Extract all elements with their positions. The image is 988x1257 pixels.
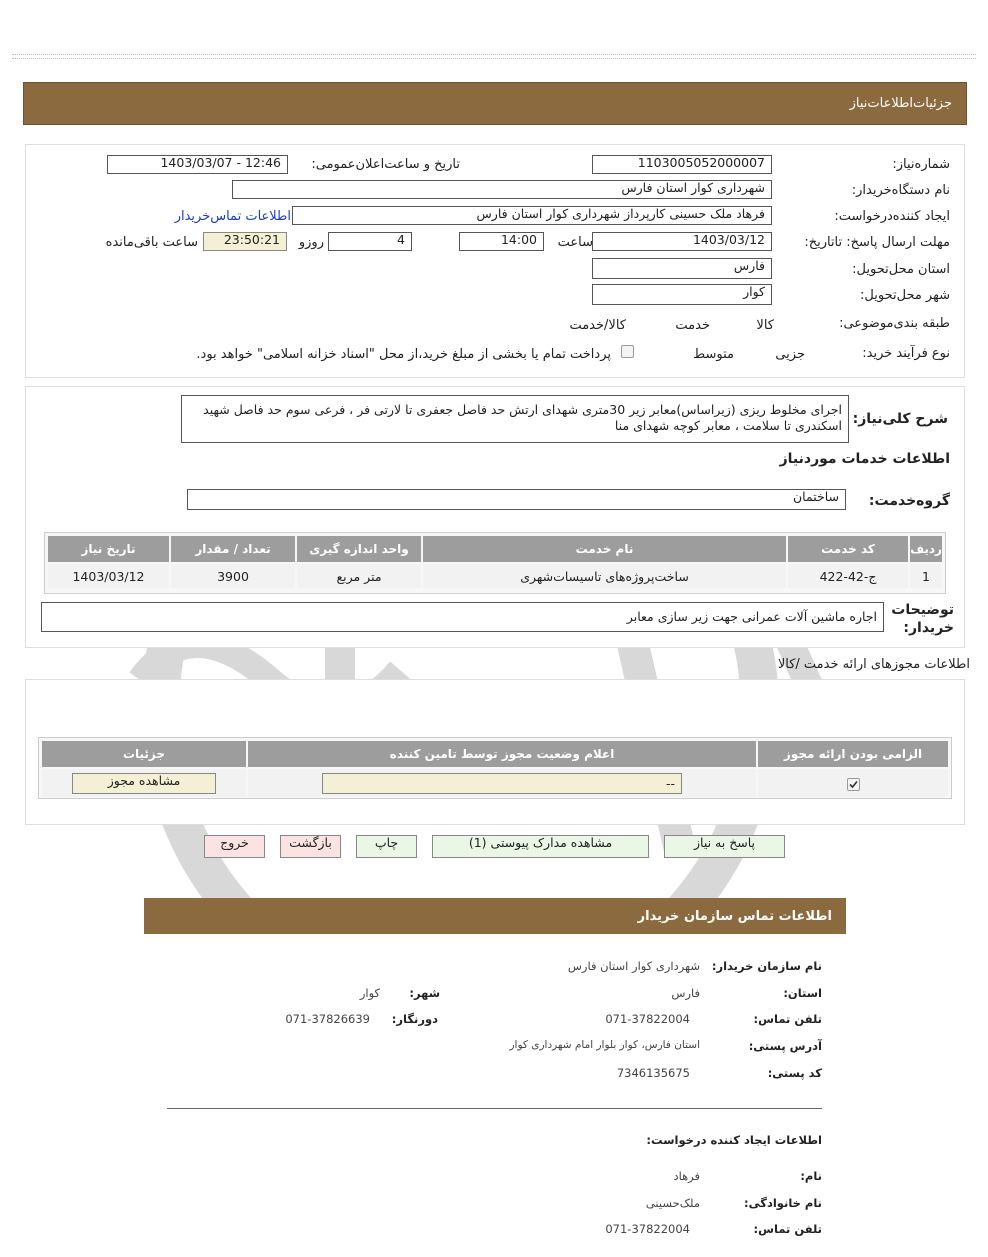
view-permit-button[interactable]: مشاهده مجوز <box>72 773 216 794</box>
buyer-notes-field: اجاره ماشین آلات عمرانی جهت زیر سازی معابر <box>41 602 884 632</box>
province-field: فارس <box>592 258 772 279</box>
cell-permit-details <box>42 769 246 797</box>
process-minor-label: جزیی <box>775 347 805 362</box>
creator-info-title: اطلاعات ایجاد کننده درخواست: <box>646 1133 822 1147</box>
services-table <box>46 534 944 590</box>
table-row <box>48 564 942 588</box>
creator-family-value: ملک‌حسینی <box>645 1196 700 1210</box>
description-field: اجرای مخلوط ریزی (زیراساس)معابر زیر 30متری شهدای ارتش حد فاصل جعفری تا لارتی فر ، فرعی سوم حد فاصل شهید اسکندری تا سلامت ، معابر کوچه شهدای منا <box>181 395 849 443</box>
remaining-time-field: 23:50:21 <box>203 232 287 251</box>
service-group-label: گروه‌خدمت: <box>868 493 950 509</box>
treasury-payment-checkbox[interactable] <box>621 345 634 358</box>
permit-status-field: -- <box>322 773 682 794</box>
col-permit-required: الزامی بودن ارائه مجوز <box>758 741 948 767</box>
cell-row: 1 <box>910 564 942 588</box>
cell-qty: 3900 <box>171 564 295 588</box>
col-code: کد خدمت <box>788 536 908 562</box>
col-name: نام خدمت <box>423 536 786 562</box>
contact-org-value: شهرداری کوار استان فارس <box>567 959 700 973</box>
creator-label: ایجاد کننده‌درخواست: <box>834 209 950 224</box>
exit-button[interactable]: خروج <box>204 835 265 858</box>
process-medium-label: متوسط <box>693 347 734 362</box>
creator-name-value: فرهاد <box>673 1169 700 1183</box>
permit-required-checkbox[interactable] <box>847 778 860 791</box>
contact-postal-label: کد پستی: <box>767 1066 822 1080</box>
contact-phone-label: تلفن تماس: <box>753 1012 822 1026</box>
reply-button[interactable]: پاسخ به نیاز <box>664 835 785 858</box>
permits-title: اطلاعات مجوزهای ارائه خدمت /کالا <box>777 657 970 672</box>
need-number-field: 1103005052000007 <box>592 155 772 174</box>
contact-org-label: نام سازمان خریدار: <box>711 959 822 973</box>
days-field: 4 <box>328 232 412 251</box>
services-title: اطلاعات خدمات موردنیاز <box>779 451 950 467</box>
print-button[interactable]: چاپ <box>356 835 417 858</box>
permits-table <box>40 739 950 799</box>
service-group-field: ساختمان <box>187 489 846 510</box>
contact-fax-label: دورنگار: <box>391 1012 438 1026</box>
buyer-org-label: نام دستگاه‌خریدار: <box>851 183 950 198</box>
category-label: طبقه بندی‌موضوعی: <box>839 316 950 331</box>
contact-province-label: استان: <box>783 986 822 1000</box>
days-label: روزو <box>298 235 324 250</box>
contact-city-label: شهر: <box>409 986 440 1000</box>
contact-header <box>144 898 846 934</box>
city-field: کوار <box>592 284 772 305</box>
category-service-label: خدمت <box>675 318 710 333</box>
announce-label: تاریخ و ساعت‌اعلان‌عمومی: <box>311 157 460 172</box>
category-both-label: کالا/خدمت <box>569 318 626 333</box>
contact-address-label: آدرس پستی: <box>748 1039 822 1053</box>
deadline-time-field: 14:00 <box>459 232 544 251</box>
deadline-date-field: 1403/03/12 <box>592 232 772 251</box>
creator-field: فرهاد ملک حسینی کارپرداز شهرداری کوار استان فارس <box>292 206 772 225</box>
creator-name-label: نام: <box>800 1169 822 1183</box>
col-date: تاریخ نیاز <box>48 536 169 562</box>
contact-address-value: استان فارس، کوار بلوار امام شهرداری کوار <box>509 1039 700 1051</box>
buyer-org-field: شهرداری کوار استان فارس <box>232 180 772 199</box>
cell-name: ساخت‌پروژه‌های تاسیسات‌شهری <box>423 564 786 588</box>
city-label: شهر محل‌تحویل: <box>860 288 950 303</box>
category-goods-label: کالا <box>756 318 774 333</box>
cell-date: 1403/03/12 <box>48 564 169 588</box>
creator-phone-value: 071-37822004 <box>605 1222 690 1236</box>
page-header <box>23 82 967 125</box>
treasury-payment-note: پرداخت تمام یا بخشی از مبلغ خرید،از محل "اسناد خزانه اسلامی" خواهد بود. <box>196 347 611 362</box>
province-label: استان محل‌تحویل: <box>852 262 950 277</box>
cell-code: ج-42-422 <box>788 564 908 588</box>
need-number-label: شماره‌نیاز: <box>892 157 950 172</box>
description-label: شرح کلی‌نیاز: <box>852 411 948 427</box>
col-permit-status: اعلام وضعیت مجوز توسط تامین کننده <box>248 741 756 767</box>
col-qty: تعداد / مقدار <box>171 536 295 562</box>
announce-field: 1403/03/07 - 12:46 <box>107 155 288 174</box>
permits-table-header <box>42 741 948 767</box>
contact-province-value: فارس <box>671 986 700 1000</box>
deadline-label: مهلت ارسال پاسخ: تاتاریخ: <box>804 235 950 250</box>
contact-phone-value: 071-37822004 <box>605 1012 690 1026</box>
contact-divider <box>167 1108 822 1109</box>
col-row: ردیف <box>910 536 942 562</box>
page-title: جزئیات‌اطلاعات‌نیاز <box>849 96 952 111</box>
cell-permit-required <box>758 769 948 797</box>
cell-unit: متر مربع <box>297 564 421 588</box>
creator-family-label: نام خانوادگی: <box>744 1196 822 1210</box>
top-divider <box>12 54 976 59</box>
buyer-notes-label: توضیحات خریدار: <box>891 602 954 636</box>
creator-phone-label: تلفن تماس: <box>753 1222 822 1236</box>
contact-postal-value: 7346135675 <box>616 1066 690 1080</box>
buyer-contact-link[interactable]: اطلاعات تماس‌خریدار <box>174 209 291 224</box>
contact-fax-value: 071-37826639 <box>285 1012 370 1026</box>
services-table-header <box>48 536 942 562</box>
remaining-label: ساعت باقی‌مانده <box>105 235 198 250</box>
cell-permit-status <box>248 769 756 797</box>
col-unit: واحد اندازه گیری <box>297 536 421 562</box>
deadline-time-label: ساعت <box>557 235 593 250</box>
contact-title: اطلاعات تماس سازمان خریدار <box>637 908 832 924</box>
contact-city-value: کوار <box>359 986 380 1000</box>
check-icon <box>848 779 859 790</box>
process-label: نوع فرآیند خرید: <box>862 346 950 361</box>
col-permit-details: جزئیات <box>42 741 246 767</box>
table-row <box>42 769 948 797</box>
view-attachments-button[interactable]: مشاهده مدارک پیوستی (1) <box>432 835 649 858</box>
back-button[interactable]: بازگشت <box>280 835 341 858</box>
